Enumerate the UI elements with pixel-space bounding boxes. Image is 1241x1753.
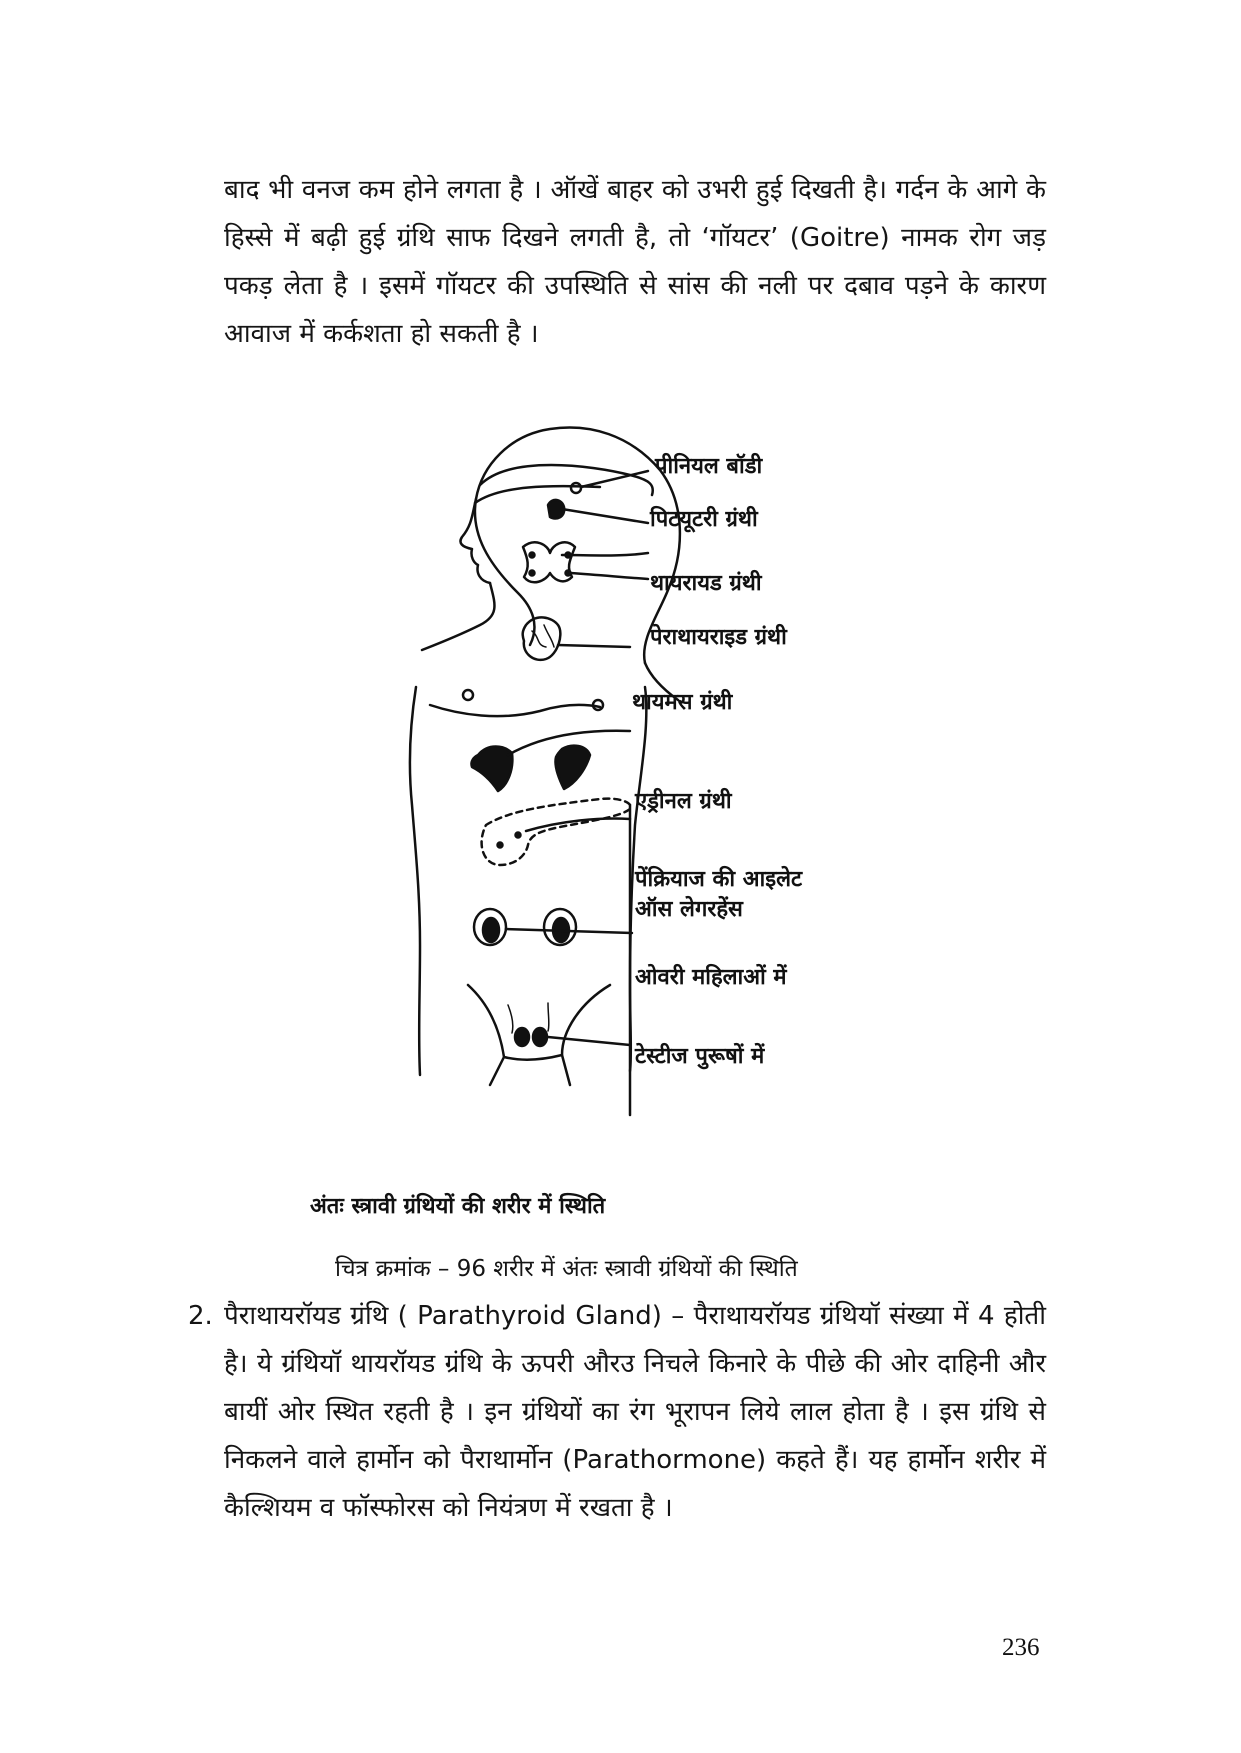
label-pancreas-line1: पेंक्रियाज की आइलेट bbox=[635, 867, 803, 892]
testis-left bbox=[515, 1028, 529, 1046]
pineal-gland bbox=[571, 483, 581, 493]
line-testes bbox=[548, 1037, 630, 1045]
line-pineal bbox=[581, 471, 648, 487]
testis-right bbox=[533, 1028, 547, 1046]
label-testes: टेस्टीज पुरूषों में bbox=[635, 1044, 765, 1069]
nipple-left bbox=[463, 690, 473, 700]
chest-line bbox=[430, 705, 600, 716]
page-number: 236 bbox=[1002, 1634, 1040, 1661]
section-number: 2. bbox=[188, 1301, 213, 1331]
label-thymus: थायमस ग्रंथी bbox=[632, 690, 733, 715]
neck-left bbox=[422, 583, 494, 650]
body-outline-drawing bbox=[300, 425, 980, 1235]
label-parathyroid: पेराथायराइड ग्रंथी bbox=[650, 625, 787, 650]
adrenal-right bbox=[555, 746, 590, 789]
drawing-caption: अंतः स्त्रावी ग्रंथियों की शरीर में स्थिति bbox=[310, 1194, 606, 1219]
label-pancreas-line2: ऑस लेगरहेंस bbox=[635, 897, 743, 922]
thymus-gland bbox=[523, 617, 561, 659]
endocrine-glands-figure bbox=[300, 425, 980, 1235]
label-ovary: ओवरी महिलाओं में bbox=[635, 965, 787, 990]
line-pituitary bbox=[562, 509, 648, 523]
section-parathyroid bbox=[188, 1292, 1046, 1532]
torso-left bbox=[410, 687, 420, 1075]
figure-caption: चित्र क्रमांक – 96 शरीर में अंतः स्त्रावी ग्रंथियों की स्थिति bbox=[335, 1256, 798, 1282]
line-thyroid bbox=[562, 553, 648, 556]
paragraph-goitre: बाद भी वनज कम होने लगता है । ऑखें बाहर को उभरी हुई दिखती है। गर्दन के आगे के हिस्से में बढ़ी हुई ग्रंथि साफ दिखने लगती है, तो ‘गॉयटर’ (Goitre) नामक रोग जड़ पकड़ लेता है । इसमें गॉयटर की उपस्थिति से सांस की नली पर दबाव पड़ने के कारण आवाज में कर्कशता हो सकती है । bbox=[224, 175, 1046, 349]
pancreas bbox=[482, 799, 631, 865]
label-thyroid: थायरायड ग्रंथी bbox=[650, 571, 762, 596]
line-thymus bbox=[558, 645, 630, 647]
adrenal-left bbox=[471, 747, 512, 792]
pelvis-shape bbox=[468, 985, 610, 1060]
line-parathyroid bbox=[570, 573, 648, 579]
label-pineal: पीनियल बॉडी bbox=[655, 454, 763, 479]
label-pituitary: पिटयूटरी ग्रंथी bbox=[650, 507, 758, 532]
section-text: पैराथायरॉयड ग्रंथि ( Parathyroid Gland) – पैराथायरॉयड ग्रंथियॉ संख्या में 4 होती है। ये ग्रंथियॉ थायरॉयड ग्रंथि के ऊपरी औरउ निचले किनारे के पीछे की ओर दाहिनी और बायीं ओर स्थित रहती है । इन ग्रंथियों का रंग भूरापन लिये लाल होता है । इस ग्रंथि से निकलने वाले हार्मोन को पैराथार्मोन (Parathormone) कहते हैं। यह हार्मोन शरीर में कैल्शियम व फॉस्फोरस को नियंत्रण में रखता है । bbox=[224, 1301, 1046, 1523]
line-pancreas bbox=[526, 819, 630, 832]
label-adrenal: एड्रीनल ग्रंथी bbox=[635, 789, 732, 814]
